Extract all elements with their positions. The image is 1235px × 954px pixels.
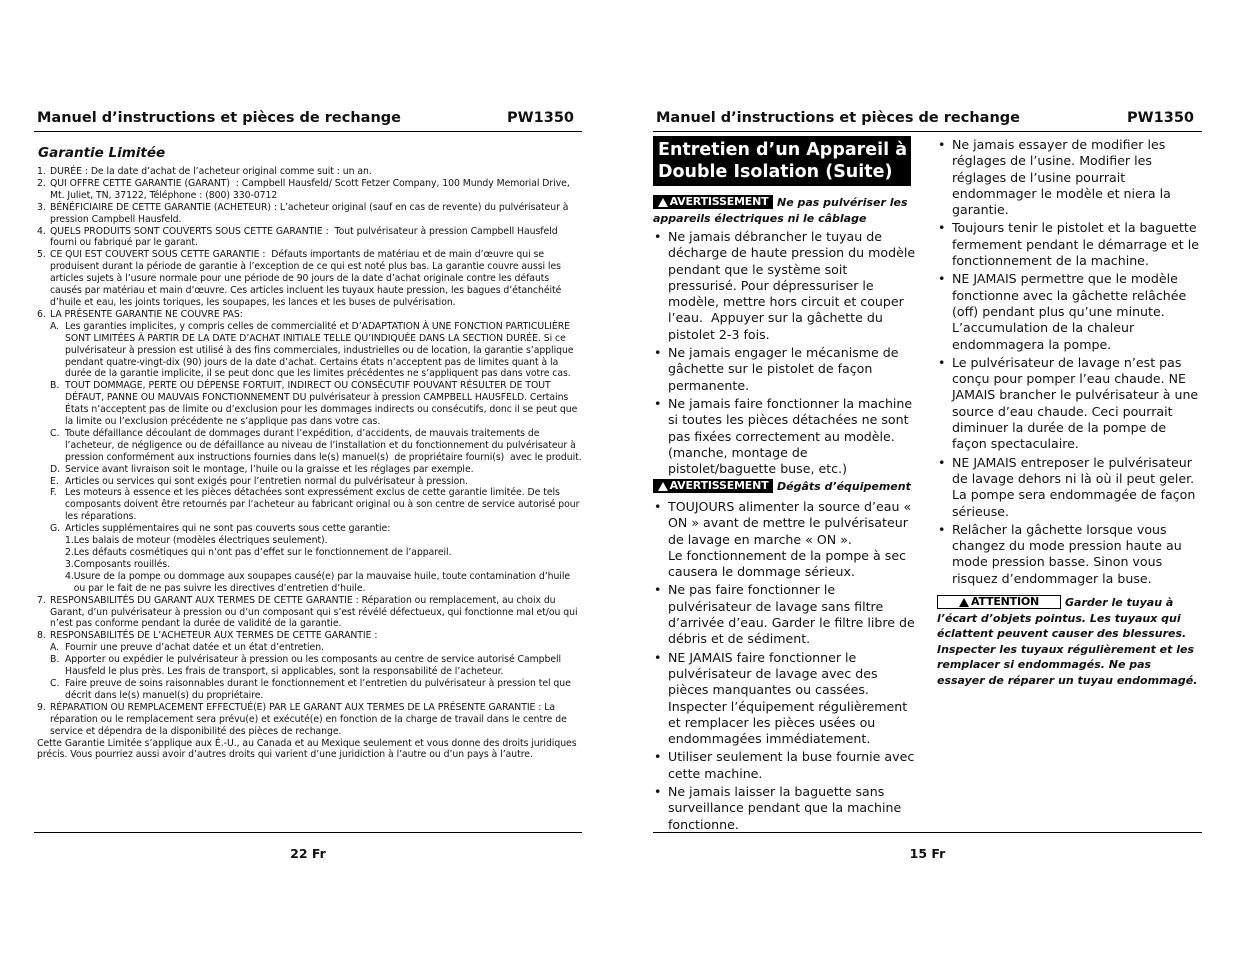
model-number: PW1350 <box>1127 110 1194 126</box>
warranty-text <box>37 166 582 761</box>
warranty-item: 7. RESPONSABILITÉS DU GARANT AUX TERMES DE CETTE GARANTIE : Réparation ou remplacement, au choix du Garant, d’un pulvérisateur à pression ou d’un composant qui s’est révélé défectueux, qui fonctionne mal et/ou qui n’est pas conforme pendant la durée de validité de la garantie. <box>37 594 578 630</box>
list-item: • Ne pas faire fonctionner le pulvérisateur de lavage sans filtre d’arrivée d’eau. Garder le filtre libre de débris et de sédiment. <box>653 582 919 647</box>
bullet-list <box>937 137 1202 587</box>
list-item: • Ne jamais engager le mécanisme de gâchette sur le pistolet de façon permanente. <box>653 345 919 394</box>
bullet-list <box>653 582 919 832</box>
warranty-item: 2. QUI OFFRE CETTE GARANTIE (GARANT) : Campbell Hausfeld/ Scott Fetzer Company, 100 Mundy Memorial Drive, Mt. Juliet, TN, 37122, Téléphone : (800) 330-0712 <box>37 177 570 201</box>
section-title: Entretien d’un Appareil à Double Isolation (Suite) <box>653 136 911 186</box>
list-item: • Ne jamais faire fonctionner la machine si toutes les pièces détachées ne sont pas fixées correctement au modèle. (manche, montage de pistolet/baguette buse, etc.) <box>653 396 919 477</box>
list-item: • Ne jamais débrancher le tuyau de décharge de haute pression du modèle pendant que le système soit pressurisé. Pour dépressuriser le modèle, mettre hors circuit et couper l’eau. Appuyer sur la gâchette du pistolet 2-3 fois. <box>653 229 919 343</box>
warranty-item: 4. Usure de la pompe ou dommage aux soupapes causé(e) par la mauvaise huile, toute contamination d’huile ou par le fait de ne pas suivre les directives d’entretien d’huile. <box>65 570 571 594</box>
warning-triangle-icon <box>658 482 668 491</box>
warranty-item: E. Articles ou services qui sont exigés pour l’entretien normal du pulvérisateur à pression. <box>50 475 468 487</box>
warning-label: AVERTISSEMENT <box>653 195 773 209</box>
warranty-item: 3. Composants rouillés. <box>65 558 170 570</box>
warranty-item: 9. RÉPARATION OU REMPLACEMENT EFFECTUÉ(E) PAR LE GARANT AUX TERMES DE LA PRÉSENTE GARANTIE : La réparation ou le remplacement sera prévu(e) et exécuté(e) en fonction de la charge de travail dans le centre de service et dépendra de la disponibilité des pièces de rechange. <box>37 701 567 737</box>
warning-triangle-icon <box>658 198 668 207</box>
right-page <box>653 0 1202 954</box>
list-item: • NE JAMAIS entreposer le pulvérisateur de lavage dehors ni là où il peut geler. La pompe sera endommagée de façon sérieuse. <box>937 455 1202 520</box>
attention-label: ATTENTION <box>937 595 1061 609</box>
page-header <box>34 109 582 132</box>
warranty-item: C. Faire preuve de soins raisonnables durant le fonctionnement et l’entretien du pulvérisateur à pression tel que décrit dans le(s) manuel(s) du propriétaire. <box>50 677 571 701</box>
header-title: Manuel d’instructions et pièces de rechange <box>37 110 401 126</box>
warranty-item: 3. BÉNÉFICIAIRE DE CETTE GARANTIE (ACHETEUR) : L’acheteur original (sauf en cas de revente) du pulvérisateur à pression Campbell Hausfeld. <box>37 201 569 225</box>
left-page <box>34 0 582 954</box>
warranty-item: F. Les moteurs à essence et les pièces détachées sont expressément exclus de cette garantie limitée. De tels composants doivent être retournés par l’acheteur au fabricant original ou à son centre de service autorisé pour les réparations. <box>50 487 580 523</box>
warranty-item: C. Toute défaillance découlant de dommages durant l’expédition, d’accidents, de mauvais traitements de l’acheteur, de négligence ou de défaillance au niveau de l’installation et du fonctionnement du pulvérisateur à pression conformément aux instructions fournies dans le(s) manuel(s) de propriétaire fourni(s) avec le produit. <box>50 427 582 463</box>
footer-divider <box>653 832 1202 833</box>
page-number: 15 Fr <box>909 846 946 861</box>
warranty-item: B. TOUT DOMMAGE, PERTE OU DÉPENSE FORTUIT, INDIRECT OU CONSÉCUTIF POUVANT RÉSULTER DE TOUT DÉFAUT, PANNE OU MAUVAIS FONCTIONNEMENT DU pulvérisateur à pression CAMPBELL HAUSFELD. Certains États n’acceptent pas de limite ou d’exclusion pour les dommages indirects ou consécutifs, donc il se peut que la limite ou l’exclusion précédente ne s’applique pas dans votre cas. <box>50 380 578 428</box>
page-header <box>653 109 1202 132</box>
attention-text: Garder le tuyau à l’écart d’objets pointus. Les tuyaux qui éclattent peuvent causer des blessures. Inspecter les tuyaux régulièrement et les remplacer si endommagés. Ne pas essayer de réparer un tuyau endommagé. <box>937 596 1198 687</box>
page-number: 22 Fr <box>290 846 326 861</box>
warranty-item: 6. LA PRÉSENTE GARANTIE NE COUVRE PAS: <box>37 308 243 320</box>
list-item: • Utiliser seulement la buse fournie avec cette machine. <box>653 749 919 782</box>
section-title: Garantie Limitée <box>38 145 166 161</box>
list-item: • Relâcher la gâchette lorsque vous changez du mode pression haute au mode pression basse. Sinon vous risquez d’endommager la buse. <box>937 522 1202 587</box>
bullet-list <box>653 499 919 580</box>
bullet-list <box>653 229 919 477</box>
list-item: • NE JAMAIS permettre que le modèle fonctionne avec la gâchette relâchée (off) pendant plus qu’une minute. L’accumulation de la chaleur endommagera la pompe. <box>937 271 1202 352</box>
warranty-item: 2. Les défauts cosmétiques qui n’ont pas d’effet sur le fonctionnement de l’appareil. <box>65 547 452 558</box>
header-title: Manuel d’instructions et pièces de rechange <box>656 110 1020 126</box>
model-number: PW1350 <box>507 110 574 126</box>
warning-notice <box>653 479 919 495</box>
warranty-closing: Cette Garantie Limitée s’applique aux É.-U., au Canada et au Mexique seulement et vous donne des droits juridiques précis. Vous pourriez aussi avoir d’autres droits qui varient d’une juridiction à l’autre ou d’un pays à l’autre. <box>37 737 577 761</box>
warranty-item: A. Les garanties implicites, y compris celles de commercialité et D’ADAPTATION À UNE FONCTION PARTICULIÈRE SONT LIMITÉES À PARTIR DE LA DATE D’ACHAT INITIALE TELLE QU’INDIQUÉE DANS LA SECTION DURÉE. Si ce pulvérisateur à pression est utilisé à des fins commerciales, industrielles ou de location, la garantie s’applique pendant quatre-vingt-dix (90) jours de la date d’achat. Certains états n’acceptent pas de limites quant à la durée de la garantie implicite, il se peut donc que les limites précédentes ne s’appliquent pas dans votre cas. <box>50 320 574 380</box>
warranty-item: 5. CE QUI EST COUVERT SOUS CETTE GARANTIE : Défauts importants de matériau et de main d’œuvre qui se produisent durant la période de garantie à l’exception de ce qui est noté plus bas. La garantie couvre aussi les articles sujets à l’usure normale pour une période de 90 jours de la date d’achat originale contre les défauts causés par matériau et main d’œuvre. Ces articles incluent les tuyaux haute pression, les bagues d’étanchéité d’huile et eau, les joints toriques, les soupapes, les lances et les buses de pulvérisation. <box>37 249 562 308</box>
warranty-item: 1. DURÉE : De la date d’achat de l’acheteur original comme suit : un an. <box>37 166 372 177</box>
warranty-item: D. Service avant livraison soit le montage, l’huile ou la graisse et les réglages par exemple. <box>50 463 474 475</box>
warning-text: Dégâts d’équipement <box>777 480 911 494</box>
warning-text: Ne pas pulvériser les appareils électriques ni le câblage <box>653 196 908 225</box>
warranty-item: A. Fournir une preuve d’achat datée et un état d’entretien. <box>50 642 324 654</box>
warning-label: AVERTISSEMENT <box>653 479 773 493</box>
warranty-item: G. Articles supplémentaires qui ne sont pas couverts sous cette garantie: <box>50 523 391 535</box>
column-right <box>937 136 1202 688</box>
list-item: • TOUJOURS alimenter la source d’eau « ON » avant de mettre le pulvérisateur de lavage en marche « ON ». Le fonctionnement de la pompe à sec causera le dommage sérieux. <box>653 499 919 580</box>
warranty-item: B. Apporter ou expédier le pulvérisateur à pression ou les composants au centre de service autorisé Campbell Hausfeld le plus près. Les frais de transport, si applicables, sont la responsabilité de l’acheteur. <box>50 654 562 678</box>
footer-divider <box>34 832 582 833</box>
warranty-item: 1. Les balais de moteur (modèles électriques seulement). <box>65 535 328 547</box>
column-left <box>653 136 919 835</box>
list-item: • Ne jamais essayer de modifier les réglages de l’usine. Modifier les réglages de l’usine pourrait endommager le modèle et niera la garantie. <box>937 137 1202 218</box>
list-item: • Toujours tenir le pistolet et la baguette fermement pendant le démarrage et le fonctionnement de la machine. <box>937 220 1202 269</box>
list-item: • NE JAMAIS faire fonctionner le pulvérisateur de lavage avec des pièces manquantes ou cassées. Inspecter l’équipement régulièrement et remplacer les pièces usées ou endommagées immédiatement. <box>653 650 919 748</box>
warning-notice <box>653 195 919 226</box>
warranty-item: 8. RESPONSABILITÉS DE L’ACHETEUR AUX TERMES DE CETTE GARANTIE : <box>37 630 378 642</box>
list-item: • Le pulvérisateur de lavage n’est pas conçu pour pomper l’eau chaude. NE JAMAIS brancher le pulvérisateur à une source d’eau chaude. Ceci pourrait diminuer la durée de la pompe de façon spectaculaire. <box>937 355 1202 453</box>
list-item: • Ne jamais laisser la baguette sans surveillance pendant que la machine fonctionne. <box>653 784 919 833</box>
warning-triangle-icon <box>959 598 969 607</box>
attention-notice <box>937 595 1202 688</box>
warranty-item: 4. QUELS PRODUITS SONT COUVERTS SOUS CETTE GARANTIE : Tout pulvérisateur à pression Campbell Hausfeld fourni ou fabriqué par le garant. <box>37 225 558 249</box>
